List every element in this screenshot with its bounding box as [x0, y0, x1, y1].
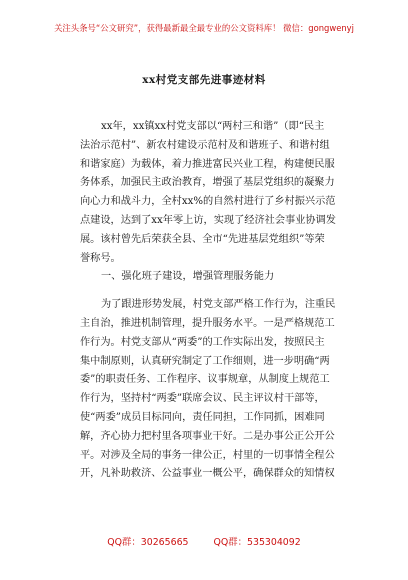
body-line: xx年，xx镇xx村党支部以“两村三和谐”（即“民主 [101, 121, 325, 132]
body-line: 法治示范村”、新农村建设示范村及和谐班子、和谐村组 [80, 139, 330, 151]
document-body [80, 118, 334, 484]
paragraph-gap [80, 287, 334, 296]
footer-banner [0, 534, 408, 548]
body-line: 作行为，坚持村“两委”联席会议、民主评议村干部等， [80, 393, 325, 405]
body-line: 向心力和战斗力，全村xx%的自然村进行了乡村振兴示范 [80, 196, 336, 208]
header-banner: 关注头条号“公文研究”，获得最新最全最专业的公文资料库！ 微信：gongwenyj [54, 23, 354, 33]
section-heading: 一、强化班子建设，增强管理服务能力 [101, 271, 275, 283]
body-line: 使“两委”成员目标同向，责任同担，工作同抓，困难同 [80, 411, 325, 423]
body-line: 和谐家庭）为载体，着力推进富民兴业工程，构建便民服 [80, 158, 335, 170]
footer-qq-group-2: QQ群：535304092 [213, 537, 301, 548]
body-line: 开，凡补助救济、公益事业一概公平，确保群众的知情权 [80, 468, 335, 480]
body-line: 为了跟进形势发展，村党支部严格工作行为，注重民 [101, 299, 336, 311]
body-line: 作行为。村党支部从“两委”的工作实际出发，按照民主 [80, 336, 325, 348]
body-line: 平。对涉及全局的事务一律公正，村里的一切事情全程公 [80, 449, 335, 461]
body-line: 解，齐心协力把村里各项事业干好。二是办事公正公开公 [80, 430, 335, 442]
body-line: 誉称号。 [80, 252, 121, 264]
footer-qq-group-1: QQ群：30265665 [107, 537, 189, 548]
body-line: 点建设，达到了xx年零上访，实现了经济社会事业协调发 [80, 214, 336, 226]
document-title: xx村党支部先进事迹材料 [142, 74, 266, 86]
body-line: 集中制原则，认真研究制定了工作细则，进一步明确“两 [80, 355, 330, 367]
body-line: 委”的职责任务、工作程序、议事规章，从制度上规范工 [80, 374, 330, 386]
body-line: 务体系，加强民主政治教育，增强了基层党组织的凝聚力 [80, 177, 335, 189]
body-line: 展。该村曾先后荣获全县、全市“先进基层党组织”等荣 [80, 233, 325, 245]
body-line: 主自治，推进机制管理，提升服务水平。一是严格规范工 [80, 317, 335, 329]
